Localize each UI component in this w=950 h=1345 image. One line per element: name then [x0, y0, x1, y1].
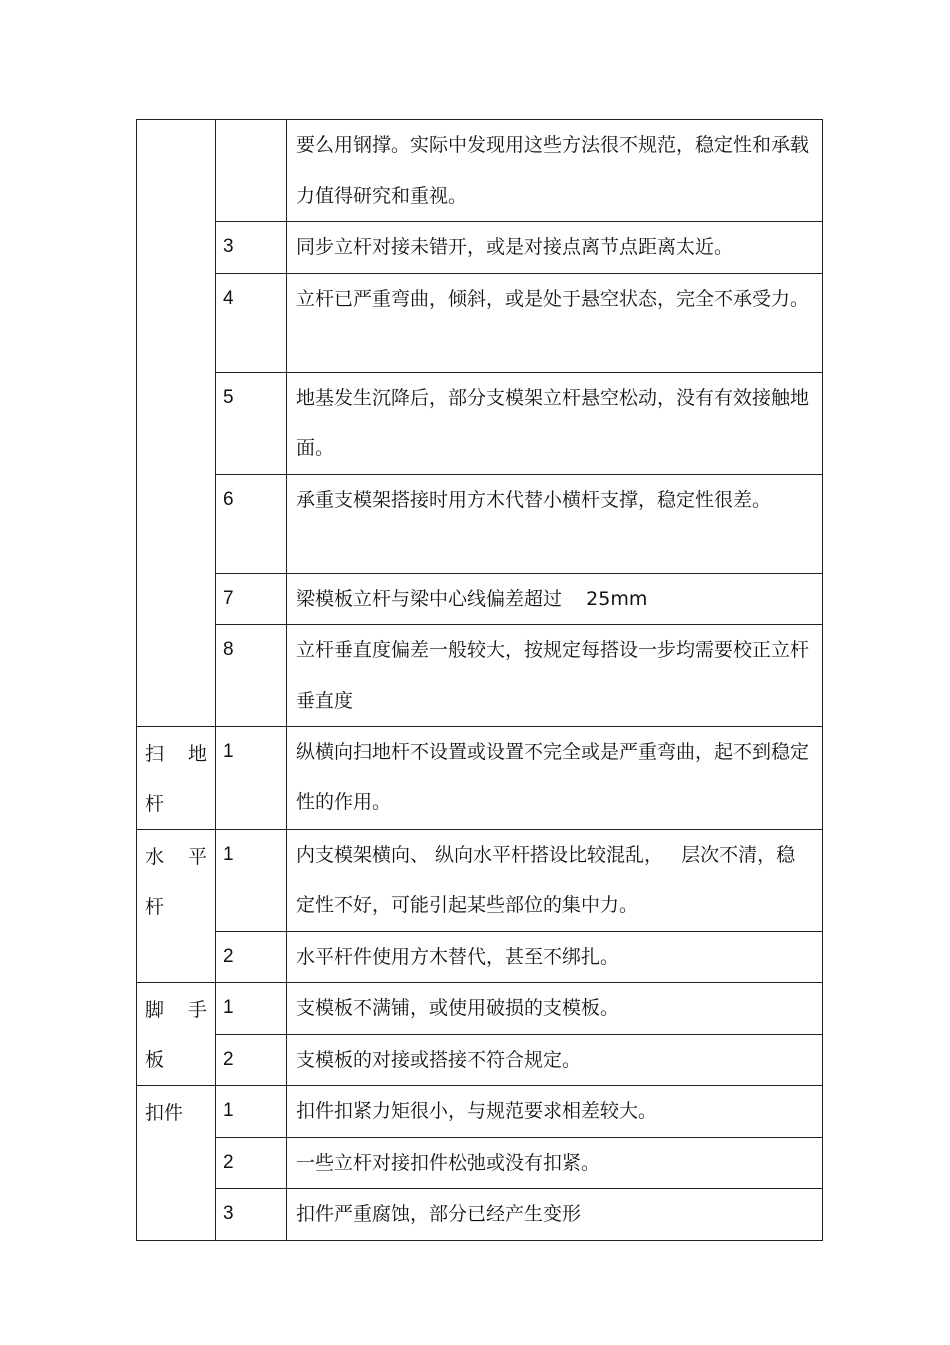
- item-description-cell: [287, 1034, 823, 1086]
- item-description-cell: [287, 573, 823, 625]
- item-number-cell: [216, 372, 287, 474]
- item-description: 同步立杆对接未错开，或是对接点离节点距离太近。: [296, 236, 734, 258]
- table-row: [137, 222, 823, 274]
- issues-table: [136, 119, 823, 727]
- item-description-cell: [287, 120, 823, 222]
- item-description-cell: [287, 1137, 823, 1189]
- item-number-cell: [216, 573, 287, 625]
- item-description: 一些立杆对接扣件松弛或没有扣紧。: [296, 1151, 601, 1174]
- table-row: [137, 931, 823, 983]
- item-number-cell: [216, 625, 287, 727]
- item-number: 3: [223, 236, 234, 257]
- item-number-cell: [216, 726, 287, 829]
- table-row: [137, 983, 823, 1035]
- item-description: 梁模板立杆与梁中心线偏差超过 25mm: [296, 587, 648, 610]
- table-row: [137, 1189, 823, 1241]
- item-number: 2: [223, 945, 234, 967]
- item-number: 1: [223, 997, 234, 1018]
- item-description: 内支模架横向、 纵向水平杆搭设比较混乱， 层次不清，稳定性不好，可能引起某些部位的集中力。: [296, 843, 796, 916]
- item-number-cell: [216, 983, 287, 1035]
- item-description-cell: [287, 1086, 823, 1138]
- item-description-cell: [287, 829, 823, 931]
- category-label: 水 平: [145, 845, 207, 868]
- item-number-cell: [216, 1086, 287, 1138]
- table-row: [137, 273, 823, 372]
- item-number: 3: [223, 1203, 234, 1224]
- item-number-cell: [216, 474, 287, 573]
- item-description: 纵横向扫地杆不设置或设置不完全或是严重弯曲，起不到稳定性的作用。: [296, 740, 810, 813]
- item-description-cell: [287, 1189, 823, 1241]
- item-description-cell: [287, 474, 823, 573]
- category-label: 扫 地: [145, 742, 207, 765]
- item-number-cell: [216, 1189, 287, 1241]
- category-label: 扣件: [145, 1102, 184, 1124]
- item-description-cell: [287, 726, 823, 829]
- item-description: 支模板不满铺，或使用破损的支模板。: [296, 997, 620, 1019]
- item-number: 8: [223, 639, 234, 660]
- item-description-cell: [287, 983, 823, 1035]
- category-label: 杆: [145, 895, 165, 918]
- item-number-cell: [216, 1137, 287, 1189]
- table-row: [137, 1086, 823, 1138]
- item-number-cell: [216, 829, 287, 931]
- category-label: 板: [145, 1049, 165, 1071]
- item-description: 水平杆件使用方木替代，甚至不绑扎。: [296, 945, 620, 968]
- table-row: [137, 372, 823, 474]
- table-row: [137, 573, 823, 625]
- item-description-cell: [287, 222, 823, 274]
- item-description-cell: [287, 273, 823, 372]
- issues-table-categories: [136, 726, 823, 1241]
- item-description-cell: [287, 372, 823, 474]
- item-number: 2: [223, 1151, 234, 1173]
- table-row: [137, 625, 823, 727]
- item-description: 承重支模架搭接时用方木代替小横杆支撑，稳定性很差。: [296, 488, 772, 511]
- item-description: 支模板的对接或搭接不符合规定。: [296, 1048, 582, 1071]
- item-number: 1: [223, 1100, 234, 1121]
- item-number: 5: [223, 386, 234, 408]
- category-cell: [137, 829, 216, 983]
- item-description: 扣件严重腐蚀，部分已经产生变形: [296, 1203, 582, 1225]
- category-cell-continued: [137, 120, 216, 727]
- table-row: [137, 829, 823, 931]
- item-number-cell: [216, 222, 287, 274]
- table-row: [137, 120, 823, 222]
- item-description: 立杆已严重弯曲，倾斜，或是处于悬空状态，完全不承受力。: [296, 287, 810, 310]
- category-cell: [137, 983, 216, 1086]
- item-description-cell: [287, 931, 823, 983]
- item-number: 1: [223, 843, 234, 865]
- item-description: 地基发生沉降后，部分支模架立杆悬空松动，没有有效接触地面。: [296, 386, 810, 459]
- item-number: 7: [223, 587, 234, 609]
- item-number-cell: [216, 931, 287, 983]
- item-description-cell: [287, 625, 823, 727]
- item-number-cell: [216, 273, 287, 372]
- item-description: 扣件扣紧力矩很小，与规范要求相差较大。: [296, 1100, 658, 1122]
- item-number: 6: [223, 488, 234, 510]
- item-number: 2: [223, 1048, 234, 1070]
- item-number: 4: [223, 287, 234, 309]
- item-number: 1: [223, 740, 234, 762]
- table-row: [137, 1137, 823, 1189]
- table-row: [137, 726, 823, 829]
- item-description: 要么用钢撑。实际中发现用这些方法很不规范，稳定性和承载力值得研究和重视。: [296, 134, 810, 207]
- category-label: 脚 手: [145, 999, 207, 1021]
- category-cell: [137, 1086, 216, 1241]
- item-description: 立杆垂直度偏差一般较大，按规定每搭设一步均需要校正立杆垂直度: [296, 639, 810, 712]
- table-row: [137, 474, 823, 573]
- item-number-cell: [216, 1034, 287, 1086]
- category-cell: [137, 726, 216, 829]
- category-label: 杆: [145, 792, 165, 815]
- table-row: [137, 1034, 823, 1086]
- item-number-cell: [216, 120, 287, 222]
